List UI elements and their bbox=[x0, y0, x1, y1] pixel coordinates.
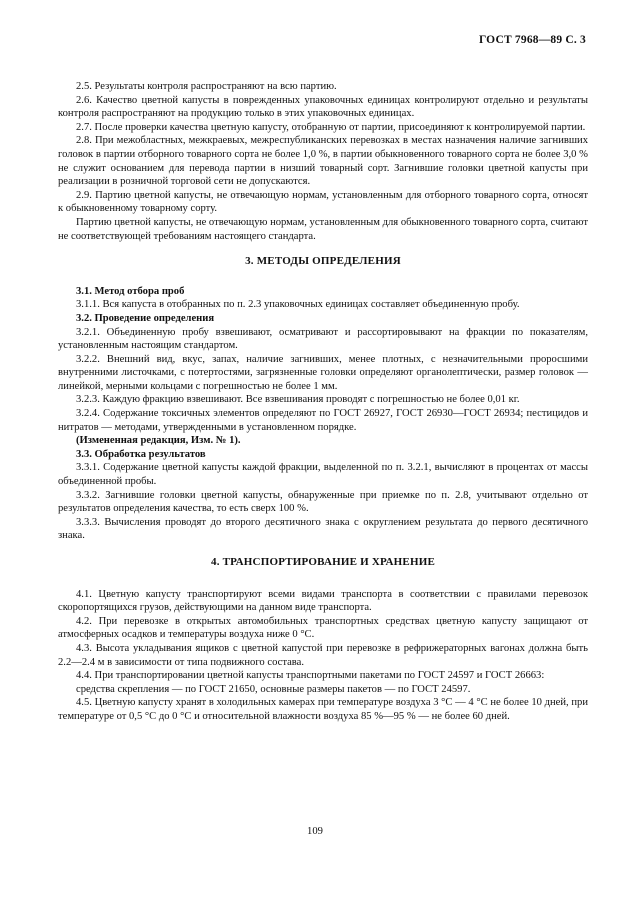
paragraph-4-1: 4.1. Цветную капусту транспортируют всеми видами транспорта в соответствии с правилами перевозок скоропортящихся грузов, действующими на данном виде транспорта. bbox=[58, 588, 588, 614]
page-header: ГОСТ 7968—89 С. 3 bbox=[478, 34, 586, 46]
paragraph-3-2-3: 3.2.3. Каждую фракцию взвешивают. Все взвешивания проводят с погрешностью не более 0,01 кг. bbox=[76, 394, 520, 406]
paragraph-2-9: 2.9. Партию цветной капусты, не отвечающую нормам, установленным для отборного товарного сорта, относят к обыкновенному товарному сорту. bbox=[58, 189, 588, 215]
paragraph-3-3-2: 3.3.2. Загнившие головки цветной капусты, обнаруженные при приемке по п. 2.8, учитывают отдельно от результатов определения качества, то есть сверх 100 %. bbox=[58, 489, 588, 515]
paragraph-2-9-continued: Партию цветной капусты, не отвечающую нормам, установленным для обыкновенного товарного сорта, считают не соответствующей требованиям настоящего стандарта. bbox=[58, 216, 588, 242]
paragraph-3-2-4: 3.2.4. Содержание токсичных элементов определяют по ГОСТ 26927, ГОСТ 26930—ГОСТ 26934; пестицидов и нитратов — методами, утвержденными в установленном порядке. bbox=[58, 408, 588, 433]
paragraph-2-8: 2.8. При межобластных, межкраевых, межреспубликанских перевозках в местах назначения наличие загнивших головок в партии отборного товарного сорта не более 1,0 %, в партии обыкновенного товарного сорта не более 3,0 % не служит основанием для перевода партии в низший товарный сорт. Загнившие головки цветной капусты при реализации в розничной торговой сети не допускаются. bbox=[58, 135, 588, 188]
paragraph-3-1-1: 3.1.1. Вся капуста в отобранных по п. 2.3 упаковочных единицах составляет объединенную пробу. bbox=[76, 299, 520, 311]
paragraph-3-2-1: 3.2.1. Объединенную пробу взвешивают, осматривают и рассортировывают на фракции по показателям, установленным настоящим стандартом. bbox=[58, 326, 588, 352]
paragraph-4-5: 4.5. Цветную капусту хранят в холодильных камерах при температуре воздуха 3 °С — 4 °С не более 10 дней, при температуре от 0,5 °С до 0 °С и относительной влажности воздуха 85 %—95 % — не более 60 дней. bbox=[58, 697, 588, 722]
heading-3-3: 3.3. Обработка результатов bbox=[76, 448, 206, 460]
section-4-title: 4. ТРАНСПОРТИРОВАНИЕ И ХРАНЕНИЕ bbox=[211, 556, 435, 568]
paragraph-2-5: 2.5. Результаты контроля распространяют на всю партию. bbox=[76, 81, 337, 92]
paragraph-2-7: 2.7. После проверки качества цветную капусту, отобранную от партии, присоединяют к контролируемой партии. bbox=[76, 121, 586, 133]
paragraph-3-3-3: 3.3.3. Вычисления проводят до второго десятичного знака с округлением результата до первого десятичного знака. bbox=[58, 516, 588, 542]
document-body bbox=[58, 80, 588, 724]
heading-3-2: 3.2. Проведение определения bbox=[76, 312, 215, 324]
paragraph-4-3: 4.3. Высота укладывания ящиков с цветной капустой при перевозке в рефрижераторных вагонах должна быть 2.2—2.4 м в зависимости от типа подвижного состава. bbox=[58, 642, 588, 668]
page-number: 109 bbox=[307, 826, 323, 837]
paragraph-4-4-continued: средства скрепления — по ГОСТ 21650, основные размеры пакетов — по ГОСТ 24597. bbox=[76, 683, 471, 695]
paragraph-2-6: 2.6. Качество цветной капусты в поврежденных упаковочных единицах контролируют отдельно и результаты контроля распространяют на продукцию только в этих упаковочных единицах. bbox=[58, 94, 588, 120]
paragraph-4-2: 4.2. При перевозке в открытых автомобильных транспортных средствах цветную капусту защищают от атмосферных осадков и температуры воздуха ниже 0 °С. bbox=[58, 615, 588, 641]
heading-3-1: 3.1. Метод отбора проб bbox=[76, 285, 185, 297]
paragraph-3-2-2: 3.2.2. Внешний вид, вкус, запах, наличие загнивших, менее плотных, с незначительными проросшими внутренними листочками, с потертостями, загрязненные головки определяют органолептически, размер головок — линейкой, мерными кольцами с погрешностью не более 1 мм. bbox=[58, 353, 588, 392]
paragraph-3-3-1: 3.3.1. Содержание цветной капусты каждой фракции, выделенной по п. 3.2.1, вычисляют в процентах от массы объединенной пробы. bbox=[58, 462, 588, 488]
edit-note: (Измененная редакция, Изм. № 1). bbox=[76, 435, 241, 447]
section-3-title: 3. МЕТОДЫ ОПРЕДЕЛЕНИЯ bbox=[245, 255, 401, 268]
paragraph-4-4: 4.4. При транспортировании цветной капусты транспортными пакетами по ГОСТ 24597 и ГОСТ 26663: bbox=[76, 670, 545, 682]
